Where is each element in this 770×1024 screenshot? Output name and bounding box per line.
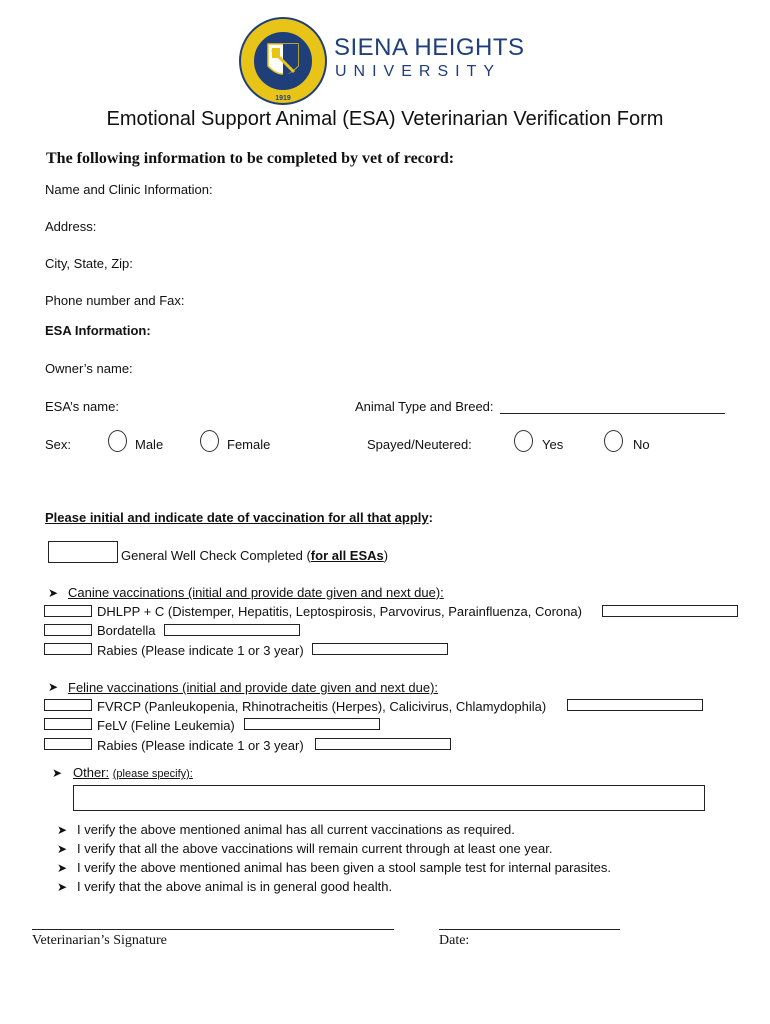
male-label: Male (135, 437, 164, 452)
fvrcp-label: FVRCP (Panleukopenia, Rhinotracheitis (Herpes), Calicivirus, Chlamydophila) (97, 699, 547, 714)
verify-statement-2: I verify that all the above vaccinations will remain current through at least one year. (77, 841, 553, 856)
svg-text:1919: 1919 (275, 95, 291, 102)
date-line[interactable] (439, 929, 620, 930)
wellcheck-bold: for all ESAs (310, 548, 384, 563)
verify-bullet-icon-3: ➤ (57, 861, 68, 875)
animal-type-field[interactable] (500, 413, 725, 414)
felv-initial-box[interactable] (44, 718, 92, 730)
university-seal (238, 16, 328, 106)
owner-name-label: Owner’s name: (45, 361, 133, 376)
phone-fax-label: Phone number and Fax: (45, 293, 185, 308)
signature-label: Veterinarian’s Signature (32, 933, 167, 948)
wellcheck-initial-box[interactable] (48, 541, 118, 563)
dhlpp-label: DHLPP + C (Distemper, Hepatitis, Leptospirosis, Parvovirus, Parainfluenza, Corona) (97, 604, 582, 619)
yes-label: Yes (542, 437, 564, 452)
sex-label: Sex: (45, 437, 72, 452)
city-state-zip-label: City, State, Zip: (45, 256, 133, 271)
felv-date-field[interactable] (244, 718, 380, 730)
animal-type-label: Animal Type and Breed: (355, 399, 494, 414)
verify-bullet-icon-4: ➤ (57, 880, 68, 894)
form-subtitle: The following information to be completed by vet of record: (46, 150, 455, 167)
university-logo (238, 16, 525, 106)
wellcheck-post: ) (383, 548, 389, 563)
address-label: Address: (45, 219, 97, 234)
no-label: No (633, 437, 650, 452)
male-radio[interactable] (108, 430, 127, 452)
female-radio[interactable] (200, 430, 219, 452)
no-radio[interactable] (604, 430, 623, 452)
feline-rabies-initial-box[interactable] (44, 738, 92, 750)
spayed-neutered-label: Spayed/Neutered: (367, 437, 472, 452)
verify-statement-3: I verify the above mentioned animal has been given a stool sample test for internal parasites. (77, 860, 612, 875)
feline-heading: Feline vaccinations (initial and provide date given and next due): (68, 680, 439, 695)
canine-rabies-initial-box[interactable] (44, 643, 92, 655)
bordatella-date-field[interactable] (164, 624, 300, 636)
esa-info-heading: ESA Information: (45, 323, 151, 338)
signature-line[interactable] (32, 929, 394, 930)
feline-rabies-date-field[interactable] (315, 738, 451, 750)
other-label (73, 765, 193, 780)
fvrcp-initial-box[interactable] (44, 699, 92, 711)
other-hint: (please specify): (112, 768, 193, 780)
canine-rabies-label: Rabies (Please indicate 1 or 3 year) (97, 643, 304, 658)
verify-statement-4: I verify that the above animal is in general good health. (77, 879, 393, 894)
fvrcp-date-field[interactable] (567, 699, 703, 711)
other-specify-field[interactable] (73, 785, 705, 811)
canine-rabies-date-field[interactable] (312, 643, 448, 655)
female-label: Female (227, 437, 271, 452)
dhlpp-date-field[interactable] (602, 605, 738, 617)
canine-heading: Canine vaccinations (initial and provide date given and next due): (68, 585, 444, 600)
verify-bullet-icon-1: ➤ (57, 823, 68, 837)
wellcheck-pre: General Well Check Completed ( (121, 548, 311, 563)
canine-bullet-icon: ➤ (48, 586, 59, 600)
bordatella-label: Bordatella (97, 623, 156, 638)
vaccination-heading (45, 510, 433, 525)
esa-name-label: ESA’s name: (45, 399, 119, 414)
feline-rabies-label: Rabies (Please indicate 1 or 3 year) (97, 738, 304, 753)
bordatella-initial-box[interactable] (44, 624, 92, 636)
other-bullet-icon: ➤ (52, 766, 63, 780)
date-label: Date: (439, 933, 470, 948)
page-title: Emotional Support Animal (ESA) Veterinarian Verification Form (106, 108, 664, 130)
verify-bullet-icon-2: ➤ (57, 842, 68, 856)
other-label-text: Other: (73, 765, 110, 780)
feline-bullet-icon: ➤ (48, 680, 59, 694)
wellcheck-label (121, 548, 388, 563)
clinic-name-label: Name and Clinic Information: (45, 182, 213, 197)
verify-statement-1: I verify the above mentioned animal has all current vaccinations as required. (77, 822, 515, 837)
yes-radio[interactable] (514, 430, 533, 452)
logo-line-1: SIENA HEIGHTS (334, 34, 525, 61)
vaccination-heading-colon: : (428, 510, 433, 525)
dhlpp-initial-box[interactable] (44, 605, 92, 617)
felv-label: FeLV (Feline Leukemia) (97, 718, 235, 733)
vaccination-heading-text: Please initial and indicate date of vaccination for all that apply (45, 510, 429, 525)
logo-line-2: UNIVERSITY (335, 63, 502, 80)
